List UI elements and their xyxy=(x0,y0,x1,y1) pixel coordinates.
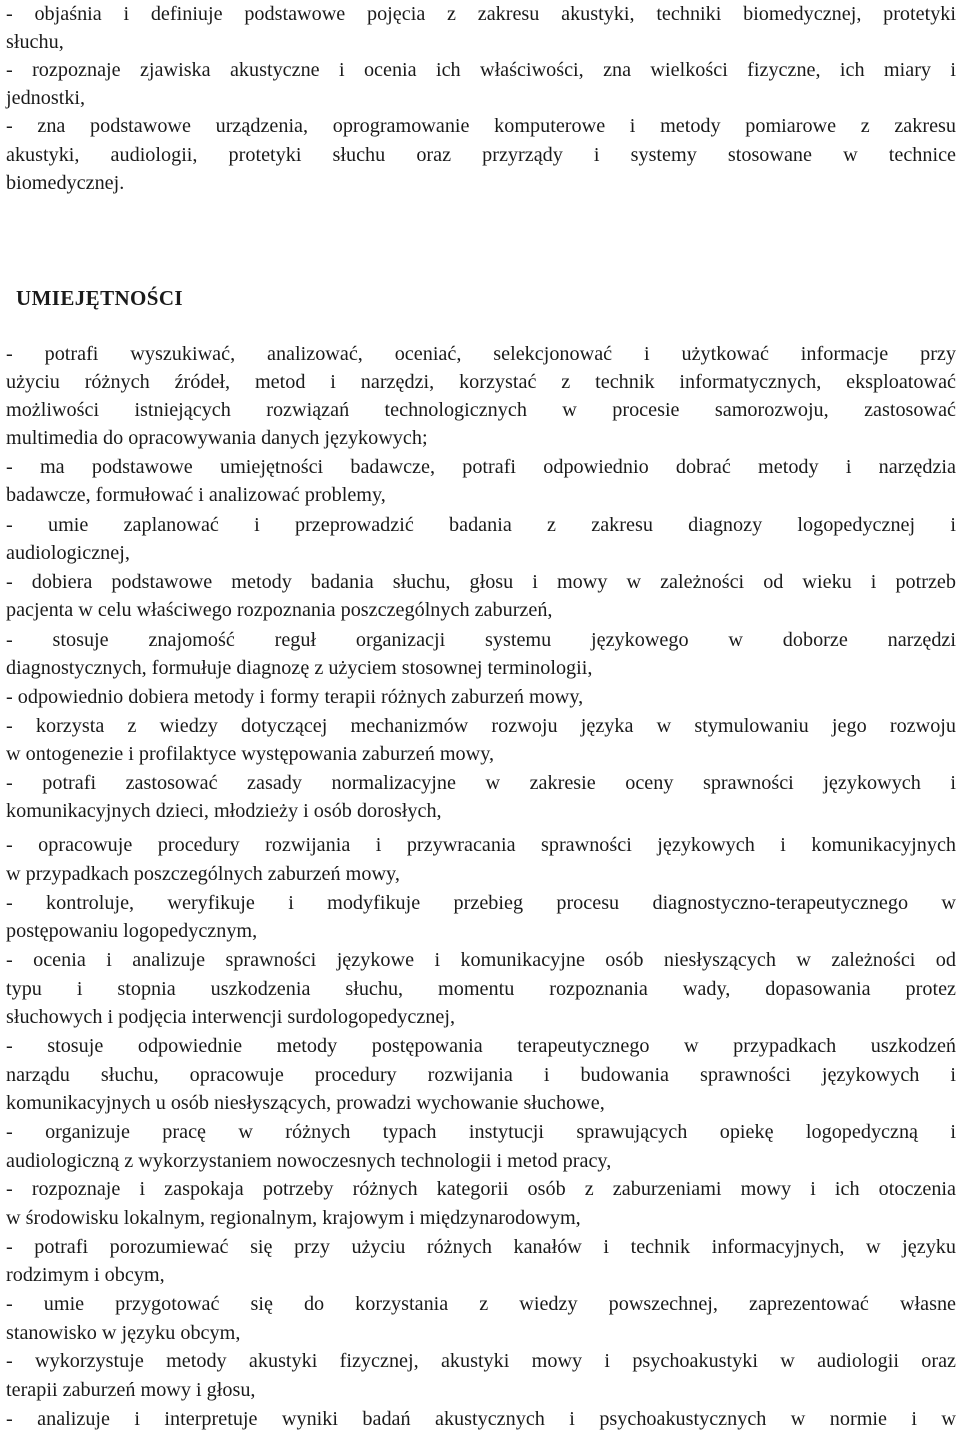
skills-line: w środowisku lokalnym, regionalnym, krajowym i międzynarodowym, xyxy=(6,1207,581,1229)
skills-line: - wykorzystuje metody akustyki fizycznej, akustyki mowy i psychoakustyki w audiologii oraz xyxy=(6,1350,956,1372)
skills-line: - umie przygotować się do korzystania z wiedzy powszechnej, zaprezentować własne xyxy=(6,1293,956,1315)
skills-line: możliwości istniejących rozwiązań technologicznych w procesie samorozwoju, zastosować xyxy=(6,399,956,421)
skills-line: komunikacyjnych dzieci, młodzieży i osób dorosłych, xyxy=(6,800,442,822)
skills-line: pacjenta w celu właściwego rozpoznania poszczególnych zaburzeń, xyxy=(6,599,553,621)
skills-line: - rozpoznaje i zaspokaja potrzeby różnych kategorii osób z zaburzeniami mowy i ich otoczenia xyxy=(6,1178,956,1200)
knowledge-line: - objaśnia i definiuje podstawowe pojęcia z zakresu akustyki, techniki biomedycznej, protetyki xyxy=(6,3,956,25)
skills-line: - potrafi wyszukiwać, analizować, oceniać, selekcjonować i użytkować informacje przy xyxy=(6,343,956,365)
skills-line: terapii zaburzeń mowy i głosu, xyxy=(6,1379,256,1401)
skills-line: - stosuje odpowiednie metody postępowania terapeutycznego w przypadkach uszkodzeń xyxy=(6,1035,956,1057)
skills-line: - potrafi zastosować zasady normalizacyjne w zakresie oceny sprawności językowych i xyxy=(6,772,956,794)
skills-line: badawcze, formułować i analizować problemy, xyxy=(6,484,386,506)
skills-line: - analizuje i interpretuje wyniki badań akustycznych i psychoakustycznych w normie i w xyxy=(6,1408,956,1430)
skills-line: - dobiera podstawowe metody badania słuchu, głosu i mowy w zależności od wieku i potrzeb xyxy=(6,571,956,593)
skills-line: w przypadkach poszczególnych zaburzeń mowy, xyxy=(6,863,400,885)
knowledge-line: jednostki, xyxy=(6,87,86,109)
skills-line: audiologiczną z wykorzystaniem nowoczesnych technologii i metod pracy, xyxy=(6,1150,612,1172)
skills-line: - stosuje znajomość reguł organizacji systemu językowego w doborze narzędzi xyxy=(6,629,956,651)
skills-line: multimedia do opracowywania danych językowych; xyxy=(6,427,428,449)
knowledge-line: akustyki, audiologii, protetyki słuchu oraz przyrządy i systemy stosowane w technice xyxy=(6,144,956,166)
knowledge-line: słuchu, xyxy=(6,31,64,53)
knowledge-line: biomedycznej. xyxy=(6,172,125,194)
skills-line: w ontogenezie i profilaktyce występowania zaburzeń mowy, xyxy=(6,743,495,765)
skills-line: typu i stopnia uszkodzenia słuchu, momentu rozpoznania wady, dopasowania protez xyxy=(6,978,956,1000)
skills-line: audiologicznej, xyxy=(6,542,130,564)
skills-line: słuchowych i podjęcia interwencji surdologopedycznej, xyxy=(6,1006,456,1028)
skills-line: stanowisko w języku obcym, xyxy=(6,1322,241,1344)
skills-line: - odpowiednio dobiera metody i formy terapii różnych zaburzeń mowy, xyxy=(6,686,584,708)
skills-line: - korzysta z wiedzy dotyczącej mechanizmów rozwoju języka w stymulowaniu jego rozwoju xyxy=(6,715,956,737)
skills-line: - potrafi porozumiewać się przy użyciu różnych kanałów i technik informacyjnych, w języku xyxy=(6,1236,956,1258)
skills-line: postępowaniu logopedycznym, xyxy=(6,920,258,942)
skills-line: diagnostycznych, formułuje diagnozę z użyciem stosownej terminologii, xyxy=(6,657,593,679)
knowledge-line: - zna podstawowe urządzenia, oprogramowanie komputerowe i metody pomiarowe z zakresu xyxy=(6,115,956,137)
skills-line: rodzimym i obcym, xyxy=(6,1264,165,1286)
skills-line: narządu słuchu, opracowuje procedury rozwijania i budowania sprawności językowych i xyxy=(6,1064,956,1086)
skills-line: - umie zaplanować i przeprowadzić badania z zakresu diagnozy logopedycznej i xyxy=(6,514,956,536)
skills-line: - ocenia i analizuje sprawności językowe i komunikacyjne osób niesłyszących w zależności od xyxy=(6,949,956,971)
skills-line: - kontroluje, weryfikuje i modyfikuje przebieg procesu diagnostyczno-terapeutycznego w xyxy=(6,892,956,914)
skills-line: - organizuje pracę w różnych typach instytucji sprawujących opiekę logopedyczną i xyxy=(6,1121,956,1143)
section-heading: UMIEJĘTNOŚCI xyxy=(16,286,183,310)
knowledge-line: - rozpoznaje zjawiska akustyczne i ocenia ich właściwości, zna wielkości fizyczne, ich miary i xyxy=(6,59,956,81)
skills-line: użyciu różnych źródeł, metod i narzędzi, korzystać z technik informatycznych, eksploatować xyxy=(6,371,956,393)
skills-line: komunikacyjnych u osób niesłyszących, prowadzi wychowanie słuchowe, xyxy=(6,1092,605,1114)
skills-line: - opracowuje procedury rozwijania i przywracania sprawności językowych i komunikacyjnych xyxy=(6,834,956,856)
skills-line: - ma podstawowe umiejętności badawcze, potrafi odpowiednio dobrać metody i narzędzia xyxy=(6,456,956,478)
